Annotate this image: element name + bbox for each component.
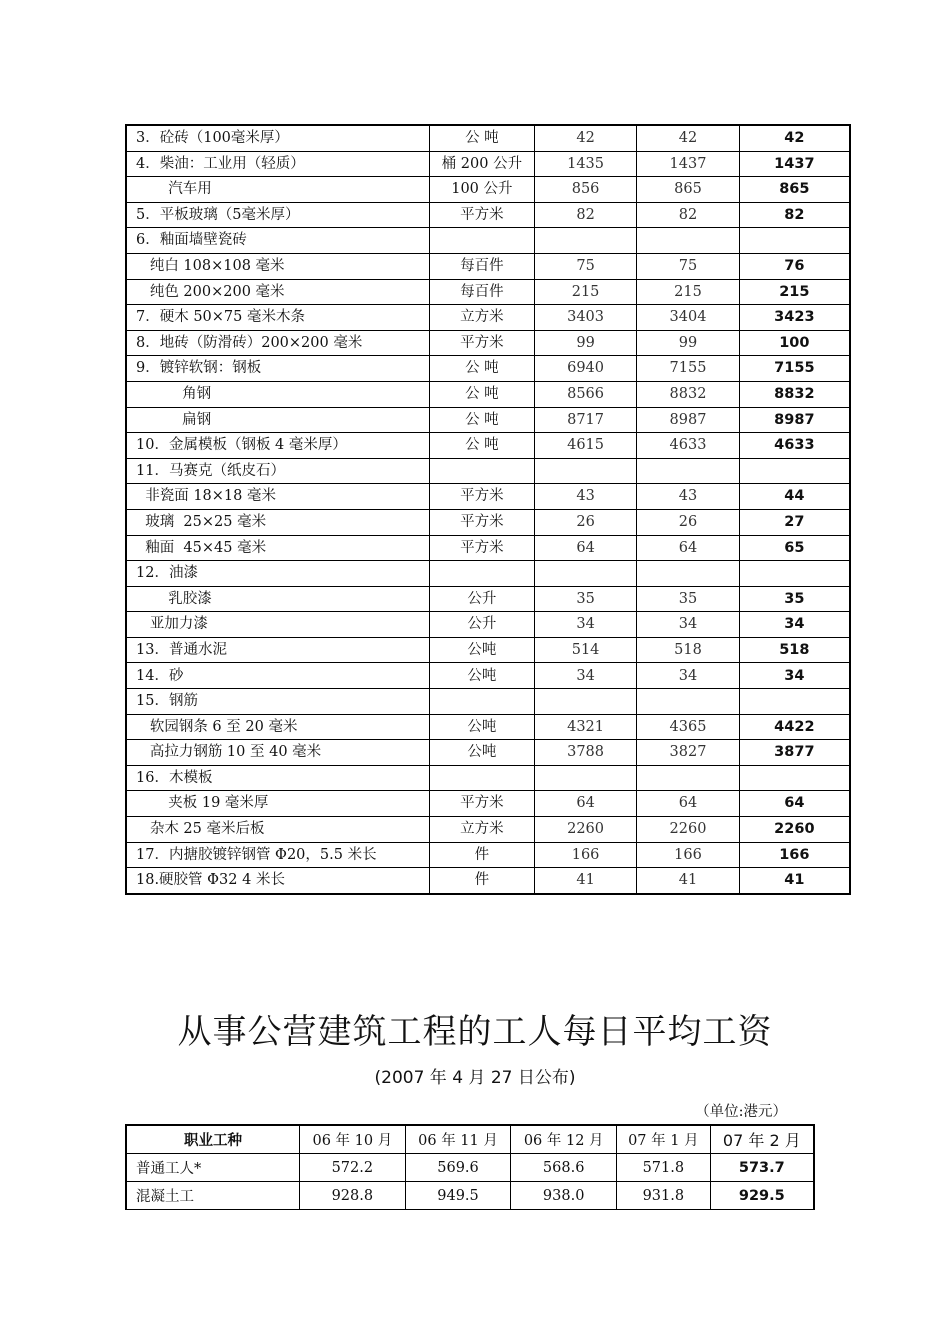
material-name: 杂木 25 毫米后板 — [126, 817, 429, 843]
price-col-1: 8566 — [534, 381, 636, 407]
wage-value: 571.8 — [617, 1154, 711, 1182]
price-col-2: 166 — [637, 842, 739, 868]
price-col-2 — [637, 561, 739, 587]
price-col-1: 41 — [534, 868, 636, 894]
material-unit: 每百件 — [429, 279, 534, 305]
price-col-3: 42 — [739, 125, 850, 151]
material-unit: 公 吨 — [429, 125, 534, 151]
material-row — [126, 381, 850, 407]
material-name: 7．硬木 50×75 毫米木条 — [126, 305, 429, 331]
material-row — [126, 279, 850, 305]
price-col-3: 44 — [739, 484, 850, 510]
price-col-3: 865 — [739, 177, 850, 203]
material-unit — [429, 458, 534, 484]
price-col-2: 2260 — [637, 817, 739, 843]
wage-row — [126, 1154, 814, 1182]
price-col-3 — [739, 765, 850, 791]
price-col-1: 43 — [534, 484, 636, 510]
material-row — [126, 151, 850, 177]
material-unit: 平方米 — [429, 202, 534, 228]
wage-value: 928.8 — [300, 1182, 406, 1210]
price-col-2: 8832 — [637, 381, 739, 407]
price-col-2: 4633 — [637, 433, 739, 459]
price-col-1: 215 — [534, 279, 636, 305]
material-row — [126, 125, 850, 151]
price-col-1: 64 — [534, 535, 636, 561]
material-row — [126, 330, 850, 356]
price-col-1: 1435 — [534, 151, 636, 177]
unit-note: （单位:港元） — [695, 1104, 787, 1120]
material-name: 釉面 45×45 毫米 — [126, 535, 429, 561]
material-row — [126, 740, 850, 766]
wage-header-row — [126, 1125, 814, 1154]
price-col-2 — [637, 689, 739, 715]
material-unit: 公 吨 — [429, 407, 534, 433]
price-col-3: 166 — [739, 842, 850, 868]
price-col-2: 75 — [637, 253, 739, 279]
price-col-2: 26 — [637, 509, 739, 535]
header-month-latest: 07 年 2 月 — [710, 1125, 814, 1154]
material-unit: 公 吨 — [429, 381, 534, 407]
wage-value: 569.6 — [405, 1154, 511, 1182]
material-unit: 件 — [429, 868, 534, 894]
price-col-1 — [534, 458, 636, 484]
price-col-1: 8717 — [534, 407, 636, 433]
price-col-3: 100 — [739, 330, 850, 356]
material-name: 非瓷面 18×18 毫米 — [126, 484, 429, 510]
price-col-1: 82 — [534, 202, 636, 228]
material-name: 亚加力漆 — [126, 612, 429, 638]
price-col-2 — [637, 458, 739, 484]
material-row — [126, 509, 850, 535]
price-col-3 — [739, 689, 850, 715]
wage-table — [125, 1124, 815, 1210]
material-unit: 桶 200 公升 — [429, 151, 534, 177]
price-col-3: 7155 — [739, 356, 850, 382]
materials-price-table — [125, 124, 851, 895]
material-name: 12．油漆 — [126, 561, 429, 587]
price-col-1 — [534, 765, 636, 791]
price-col-2: 34 — [637, 663, 739, 689]
wage-value: 568.6 — [511, 1154, 617, 1182]
price-col-3: 3423 — [739, 305, 850, 331]
price-col-3: 76 — [739, 253, 850, 279]
material-name: 8．地砖（防滑砖）200×200 毫米 — [126, 330, 429, 356]
material-name: 夹板 19 毫米厚 — [126, 791, 429, 817]
material-row — [126, 765, 850, 791]
material-unit: 平方米 — [429, 484, 534, 510]
price-col-2: 34 — [637, 612, 739, 638]
material-unit: 公 吨 — [429, 433, 534, 459]
job-title: 普通工人* — [126, 1154, 300, 1182]
material-unit: 平方米 — [429, 509, 534, 535]
material-row — [126, 714, 850, 740]
material-unit: 平方米 — [429, 535, 534, 561]
price-col-1: 6940 — [534, 356, 636, 382]
price-col-2: 41 — [637, 868, 739, 894]
material-row — [126, 817, 850, 843]
price-col-3: 34 — [739, 663, 850, 689]
price-col-2: 82 — [637, 202, 739, 228]
price-col-1: 856 — [534, 177, 636, 203]
price-col-1: 64 — [534, 791, 636, 817]
material-row — [126, 561, 850, 587]
price-col-3: 8832 — [739, 381, 850, 407]
material-name: 18.硬胶管 Φ32 4 米长 — [126, 868, 429, 894]
price-col-2: 4365 — [637, 714, 739, 740]
price-col-3: 2260 — [739, 817, 850, 843]
material-row — [126, 791, 850, 817]
price-col-2: 3827 — [637, 740, 739, 766]
price-col-1 — [534, 561, 636, 587]
material-unit: 公吨 — [429, 637, 534, 663]
material-unit: 平方米 — [429, 791, 534, 817]
material-unit: 100 公升 — [429, 177, 534, 203]
price-col-3 — [739, 561, 850, 587]
price-col-1: 2260 — [534, 817, 636, 843]
price-col-3 — [739, 228, 850, 254]
price-col-2 — [637, 765, 739, 791]
price-col-3: 4633 — [739, 433, 850, 459]
price-col-1 — [534, 228, 636, 254]
price-col-1: 166 — [534, 842, 636, 868]
header-job: 职业工种 — [126, 1125, 300, 1154]
wage-row — [126, 1182, 814, 1210]
material-row — [126, 202, 850, 228]
price-col-1: 3403 — [534, 305, 636, 331]
material-name: 15．钢筋 — [126, 689, 429, 715]
material-name: 14．砂 — [126, 663, 429, 689]
price-col-3: 3877 — [739, 740, 850, 766]
wage-value: 931.8 — [617, 1182, 711, 1210]
price-col-3: 34 — [739, 612, 850, 638]
price-col-2: 865 — [637, 177, 739, 203]
material-unit: 公吨 — [429, 740, 534, 766]
price-col-2: 35 — [637, 586, 739, 612]
price-col-1: 35 — [534, 586, 636, 612]
material-name: 5．平板玻璃（5毫米厚） — [126, 202, 429, 228]
material-unit: 平方米 — [429, 330, 534, 356]
wage-value: 929.5 — [710, 1182, 814, 1210]
price-col-3: 35 — [739, 586, 850, 612]
material-unit: 立方米 — [429, 305, 534, 331]
wage-value: 949.5 — [405, 1182, 511, 1210]
wage-section-title: 从事公营建筑工程的工人每日平均工资 — [177, 1012, 773, 1052]
material-row — [126, 407, 850, 433]
header-month: 07 年 1 月 — [617, 1125, 711, 1154]
material-unit — [429, 228, 534, 254]
material-name: 11．马赛克（纸皮石） — [126, 458, 429, 484]
price-col-1: 75 — [534, 253, 636, 279]
material-unit: 立方米 — [429, 817, 534, 843]
price-col-1 — [534, 689, 636, 715]
price-col-1: 34 — [534, 663, 636, 689]
price-col-2: 99 — [637, 330, 739, 356]
price-col-3: 27 — [739, 509, 850, 535]
price-col-1: 99 — [534, 330, 636, 356]
material-name: 玻璃 25×25 毫米 — [126, 509, 429, 535]
price-col-3 — [739, 458, 850, 484]
material-name: 纯白 108×108 毫米 — [126, 253, 429, 279]
material-name: 9．镀锌软钢：钢板 — [126, 356, 429, 382]
price-col-2: 64 — [637, 535, 739, 561]
price-col-2: 8987 — [637, 407, 739, 433]
price-col-2: 42 — [637, 125, 739, 151]
material-name: 软园钢条 6 至 20 毫米 — [126, 714, 429, 740]
price-col-2: 518 — [637, 637, 739, 663]
price-col-2: 43 — [637, 484, 739, 510]
material-row — [126, 637, 850, 663]
material-row — [126, 689, 850, 715]
price-col-1: 4321 — [534, 714, 636, 740]
material-unit: 公升 — [429, 612, 534, 638]
material-row — [126, 458, 850, 484]
material-name: 17．内搪胶镀锌钢管 Φ20，5.5 米长 — [126, 842, 429, 868]
material-unit — [429, 689, 534, 715]
material-row — [126, 484, 850, 510]
material-name: 13．普通水泥 — [126, 637, 429, 663]
wage-value: 938.0 — [511, 1182, 617, 1210]
price-col-1: 4615 — [534, 433, 636, 459]
material-unit: 公升 — [429, 586, 534, 612]
wage-value: 572.2 — [300, 1154, 406, 1182]
price-col-3: 518 — [739, 637, 850, 663]
material-name: 扁钢 — [126, 407, 429, 433]
material-unit: 件 — [429, 842, 534, 868]
material-name: 4．柴油：工业用（轻质） — [126, 151, 429, 177]
material-row — [126, 586, 850, 612]
price-col-1: 42 — [534, 125, 636, 151]
material-row — [126, 177, 850, 203]
price-col-3: 8987 — [739, 407, 850, 433]
price-col-3: 1437 — [739, 151, 850, 177]
material-name: 乳胶漆 — [126, 586, 429, 612]
price-col-3: 4422 — [739, 714, 850, 740]
header-month: 06 年 10 月 — [300, 1125, 406, 1154]
material-row — [126, 228, 850, 254]
price-col-3: 41 — [739, 868, 850, 894]
material-name: 高拉力钢筋 10 至 40 毫米 — [126, 740, 429, 766]
price-col-2: 3404 — [637, 305, 739, 331]
material-row — [126, 535, 850, 561]
material-row — [126, 842, 850, 868]
header-month: 06 年 12 月 — [511, 1125, 617, 1154]
material-unit: 公吨 — [429, 663, 534, 689]
material-name: 角钢 — [126, 381, 429, 407]
material-unit: 公吨 — [429, 714, 534, 740]
price-col-2: 215 — [637, 279, 739, 305]
material-name: 汽车用 — [126, 177, 429, 203]
material-row — [126, 305, 850, 331]
price-col-1: 3788 — [534, 740, 636, 766]
price-col-3: 82 — [739, 202, 850, 228]
price-col-2: 1437 — [637, 151, 739, 177]
price-col-3: 65 — [739, 535, 850, 561]
material-name: 6．釉面墙壁瓷砖 — [126, 228, 429, 254]
material-row — [126, 663, 850, 689]
material-unit — [429, 765, 534, 791]
price-col-3: 64 — [739, 791, 850, 817]
price-col-3: 215 — [739, 279, 850, 305]
price-col-1: 514 — [534, 637, 636, 663]
price-col-2: 64 — [637, 791, 739, 817]
material-name: 16．木模板 — [126, 765, 429, 791]
price-col-2 — [637, 228, 739, 254]
material-row — [126, 612, 850, 638]
material-name: 纯色 200×200 毫米 — [126, 279, 429, 305]
price-col-2: 7155 — [637, 356, 739, 382]
material-row — [126, 433, 850, 459]
material-row — [126, 356, 850, 382]
price-col-1: 26 — [534, 509, 636, 535]
material-unit: 公 吨 — [429, 356, 534, 382]
material-unit — [429, 561, 534, 587]
job-title: 混凝土工 — [126, 1182, 300, 1210]
wage-value: 573.7 — [710, 1154, 814, 1182]
publish-date: (2007 年 4 月 27 日公布) — [374, 1068, 576, 1088]
material-name: 10．金属模板（钢板 4 毫米厚） — [126, 433, 429, 459]
material-row — [126, 253, 850, 279]
price-col-1: 34 — [534, 612, 636, 638]
material-name: 3．砼砖（100毫米厚） — [126, 125, 429, 151]
material-row — [126, 868, 850, 894]
header-month: 06 年 11 月 — [405, 1125, 511, 1154]
material-unit: 每百件 — [429, 253, 534, 279]
